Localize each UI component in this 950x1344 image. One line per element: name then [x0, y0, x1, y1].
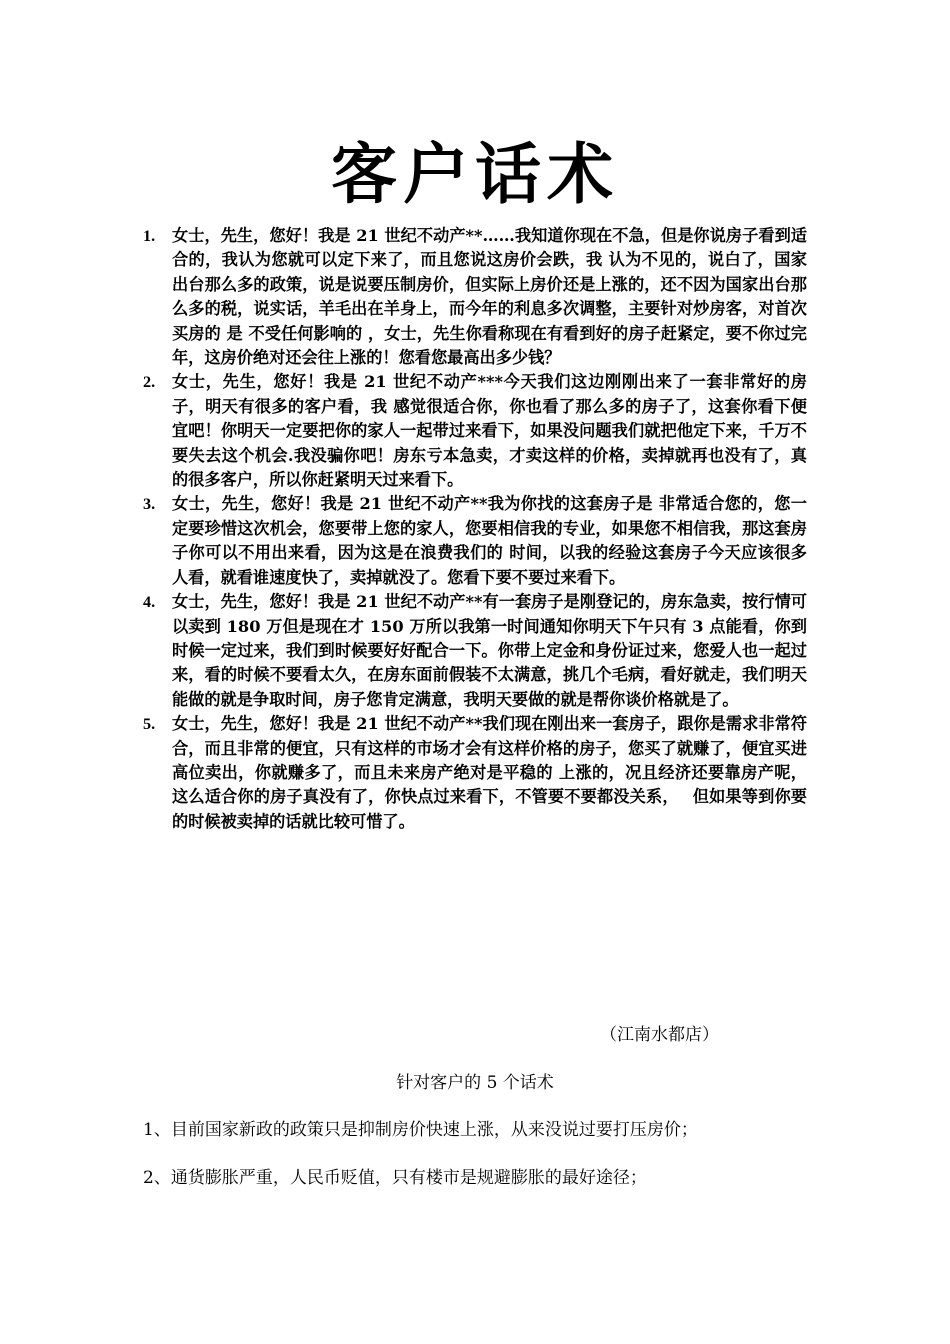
store-name: （江南水都店） [600, 1025, 719, 1045]
script-item-3 [143, 492, 807, 590]
section-subtitle: 针对客户的 5 个话术 [396, 1073, 554, 1093]
script-number: 2. [143, 373, 156, 392]
talking-point-2: 2、通货膨胀严重，人民币贬值，只有楼市是规避膨胀的最好途径； [143, 1168, 647, 1188]
page-title: 客户话术 [331, 135, 619, 213]
talking-point-1: 1、目前国家新政的政策只是抑制房价快速上涨，从来没说过要打压房价； [143, 1120, 698, 1140]
script-number: 5. [143, 715, 156, 734]
script-number: 3. [143, 495, 156, 514]
script-item-2 [143, 370, 807, 492]
script-text: 女士，先生，您好！我是 21 世纪不动产**我们现在刚出来一套房子，跟你是需求非常符合，而且非常的便宜，只有这样的市场才会有这样价格的房子，您买了就赚了，便宜买进高位卖出，你就赚多了，而且未来房产绝对是平稳的 上涨的，况且经济还要靠房产呢，这么适合你的房子真没有了，你快点过来看下，不管要不要都没关系， 但如果等到你要的时候被卖掉的话就比较可惜了。 [172, 714, 807, 831]
script-item-1 [143, 224, 807, 370]
script-number: 4. [143, 593, 156, 612]
script-text: 女士，先生，您好！我是 21 世纪不动产**……我知道你现在不急，但是你说房子看到适合的，我认为您就可以定下来了，而且您说这房价会跌，我 认为不见的，说白了，国家出台那么多的政策，说是说要压制房价，但实际上房价还是上涨的，还不因为国家出台那么多的税，说实话，羊毛出在羊身上，而今年的利息多次调整，主要针对炒房客，对首次买房的 是 不受任何影响的 ，女士，先生你看称现在有看到好的房子赶紧定，要不你过完年，这房价绝对还会往上涨的！您看您最高出多少钱？ [172, 226, 807, 368]
script-item-4 [143, 590, 807, 712]
sales-script-list [143, 224, 807, 834]
script-text: 女士，先生，您好！我是 21 世纪不动产**我为你找的这套房子是 非常适合您的，您一定要珍惜这次机会，您要带上您的家人，您要相信我的专业，如果您不相信我，那这套房子你可以不用出来看，因为这是在浪费我们的 时间，以我的经验这套房子今天应该很多人看，就看谁速度快了，卖掉就没了。您看下要不要过来看下。 [172, 494, 807, 587]
script-number: 1. [143, 227, 156, 245]
script-text: 女士，先生，您好！我是 21 世纪不动产**有一套房子是刚登记的，房东急卖，按行情可以卖到 180 万但是现在才 150 万所以我第一时间通知你明天下午只有 3 点能看，你到时候一定过来，我们到时候要好好配合一下。你带上定金和身份证过来，您爱人也一起过来，看的时候不要看太久，在房东面前假装不太满意，挑几个毛病，看好就走，我们明天能做的就是争取时间，房子您肯定满意，我明天要做的就是帮你谈价格就是了。 [172, 592, 807, 709]
script-item-5 [143, 712, 807, 834]
script-text: 女士，先生，您好！我是 21 世纪不动产***今天我们这边刚刚出来了一套非常好的房子，明天有很多的客户看，我 感觉很适合你，你也看了那么多的房子了，这套你看下便宜吧！你明天一定要把你的家人一起带过来看下，如果没问题我们就把他定下来，千万不要失去这个机会.我没骗你吧！房东亏本急卖，才卖这样的价格，卖掉就再也没有了，真的很多客户，所以你赶紧明天过来看下。 [172, 372, 807, 490]
